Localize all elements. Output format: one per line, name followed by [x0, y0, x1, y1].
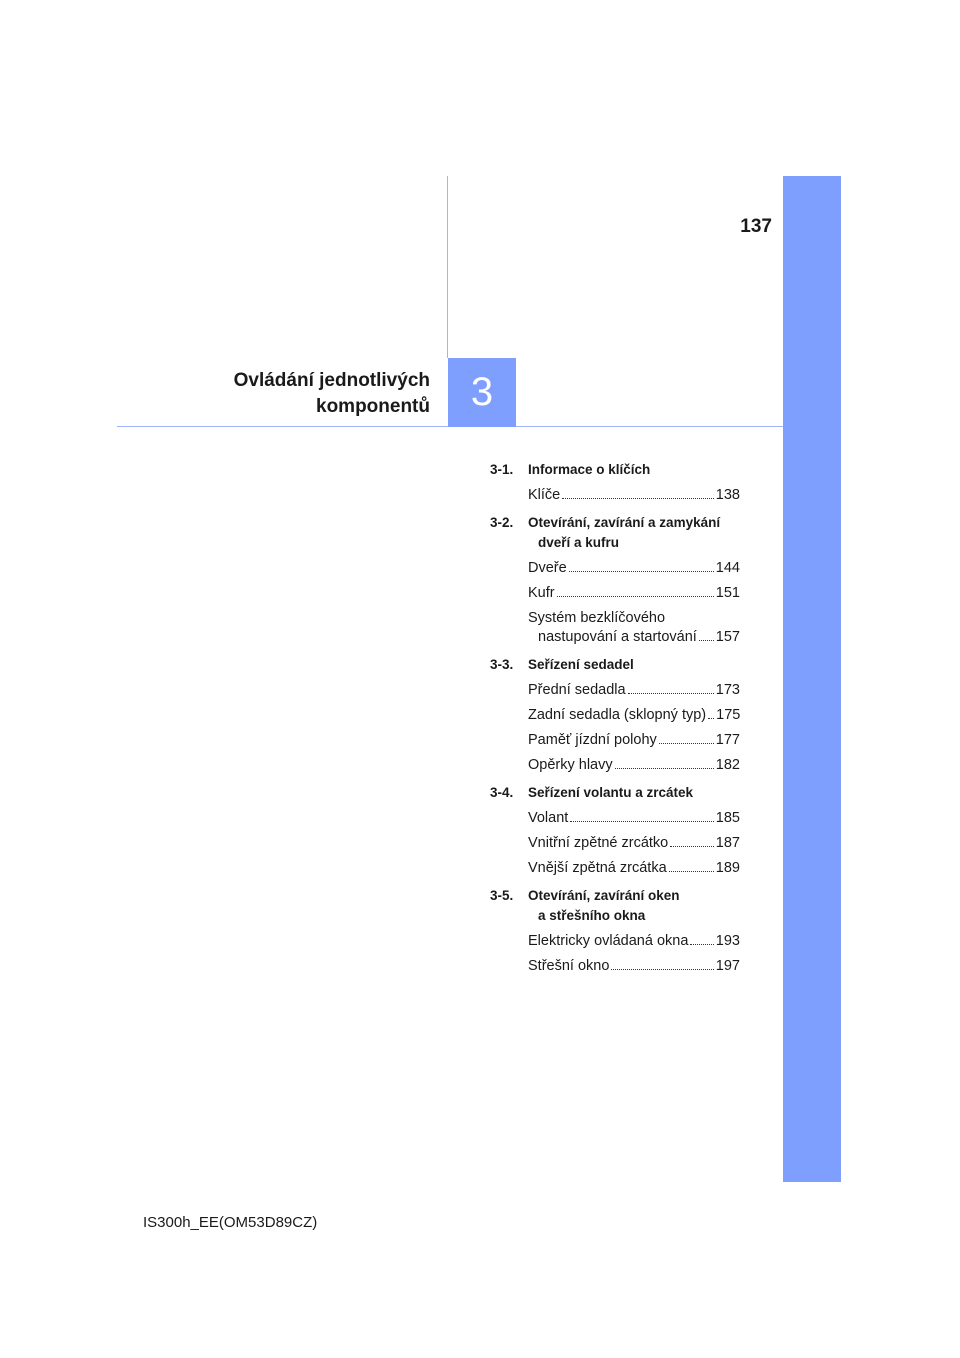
toc-leader-dots — [670, 846, 714, 847]
toc-entry-page: 177 — [715, 732, 740, 748]
chapter-title-line2: komponentů — [316, 396, 430, 417]
toc-entry[interactable] — [528, 486, 740, 505]
toc-entry[interactable] — [528, 809, 740, 828]
toc-section — [490, 460, 740, 505]
toc-entry-label: Vnitřní zpětné zrcátko — [528, 835, 669, 851]
toc-entry-page: 175 — [716, 707, 741, 723]
toc-leader-dots — [557, 596, 714, 597]
toc-section-heading[interactable] — [490, 783, 740, 803]
toc-entry-page: 182 — [715, 757, 740, 773]
toc-entry-page: 138 — [715, 487, 740, 503]
toc-section-title-line: Informace o klíčích — [528, 462, 651, 477]
toc-section-title — [528, 513, 720, 553]
chapter-side-tab — [783, 176, 841, 1182]
toc-leader-dots — [708, 718, 714, 719]
toc-leader-dots — [615, 768, 714, 769]
toc-entry[interactable] — [528, 859, 740, 878]
toc-entry-label: Dveře — [528, 560, 567, 576]
toc-section-title — [528, 460, 650, 480]
toc-section-heading[interactable] — [490, 886, 740, 926]
toc-entry[interactable] — [528, 932, 740, 951]
toc-section-number: 3-1. — [490, 462, 514, 477]
toc-entry[interactable] — [528, 756, 740, 775]
toc-entry-label: Elektricky ovládaná okna — [528, 933, 689, 949]
toc-entry-label: Paměť jízdní polohy — [528, 732, 657, 748]
toc-section-number: 3-2. — [490, 515, 514, 530]
toc-section-title-line: a střešního okna — [538, 908, 646, 923]
toc-leader-dots — [628, 693, 714, 694]
page-number: 137 — [740, 216, 772, 237]
toc-entry[interactable] — [528, 584, 740, 603]
chapter-number-box: 3 — [448, 358, 516, 427]
toc-leader-dots — [699, 640, 714, 641]
toc-entry[interactable] — [528, 957, 740, 976]
toc-entry-label: Opěrky hlavy — [528, 757, 613, 773]
chapter-title-line1: Ovládání jednotlivých — [233, 370, 430, 391]
toc-section-heading[interactable] — [490, 655, 740, 675]
toc-entry-page: 187 — [715, 835, 740, 851]
header-vertical-rule — [447, 176, 448, 358]
toc-section-number: 3-4. — [490, 785, 514, 800]
toc-entry-label: Střešní okno — [528, 958, 610, 974]
toc-entry-page: 197 — [715, 958, 740, 974]
toc-section-number: 3-5. — [490, 888, 514, 903]
footer-model-code: IS300h_EE(OM53D89CZ) — [143, 1214, 318, 1231]
toc-entry-label-cont: nastupování a startování — [538, 629, 697, 645]
chapter-title — [180, 368, 430, 420]
toc-section-number: 3-3. — [490, 657, 514, 672]
toc-entry-page: 185 — [715, 810, 740, 826]
toc-section-title-line: Seřízení volantu a zrcátek — [528, 785, 694, 800]
toc-entry-page: 173 — [715, 682, 740, 698]
toc-entry-page: 144 — [715, 560, 740, 576]
toc-section-title — [528, 655, 634, 675]
toc-entry[interactable] — [528, 706, 740, 725]
toc-entry[interactable] — [528, 559, 740, 578]
toc-leader-dots — [569, 571, 714, 572]
toc-entry-label: Kufr — [528, 585, 555, 601]
toc-entry-label: Systém bezklíčového — [528, 610, 666, 626]
toc-section-title-line: Otevírání, zavírání a zamykání — [528, 515, 721, 530]
table-of-contents — [490, 460, 740, 984]
toc-section — [490, 655, 740, 775]
toc-section-heading[interactable] — [490, 513, 740, 553]
toc-entry[interactable] — [528, 731, 740, 750]
toc-section-title-line: Otevírání, zavírání oken — [528, 888, 680, 903]
toc-entry-page: 193 — [715, 933, 740, 949]
toc-entry[interactable] — [528, 681, 740, 700]
toc-section — [490, 886, 740, 976]
toc-entry-label: Klíče — [528, 487, 561, 503]
toc-leader-dots — [611, 969, 713, 970]
toc-section — [490, 783, 740, 878]
toc-entry-label: Vnější zpětná zrcátka — [528, 860, 667, 876]
toc-entry-label: Zadní sedadla (sklopný typ) — [528, 707, 707, 723]
toc-section-title-line: Seřízení sedadel — [528, 657, 634, 672]
toc-section-title — [528, 886, 680, 926]
toc-section-title — [528, 783, 693, 803]
toc-entry-page: 157 — [715, 629, 740, 645]
toc-entry-label: Volant — [528, 810, 569, 826]
toc-entry-page: 151 — [715, 585, 740, 601]
toc-leader-dots — [570, 821, 713, 822]
toc-leader-dots — [690, 944, 713, 945]
toc-leader-dots — [562, 498, 714, 499]
toc-leader-dots — [669, 871, 714, 872]
toc-entry[interactable] — [528, 609, 740, 647]
toc-section-title-line: dveří a kufru — [538, 535, 620, 550]
toc-section — [490, 513, 740, 647]
toc-entry[interactable] — [528, 834, 740, 853]
toc-entry-label: Přední sedadla — [528, 682, 626, 698]
toc-section-heading[interactable] — [490, 460, 740, 480]
toc-leader-dots — [659, 743, 714, 744]
toc-entry-page: 189 — [715, 860, 740, 876]
